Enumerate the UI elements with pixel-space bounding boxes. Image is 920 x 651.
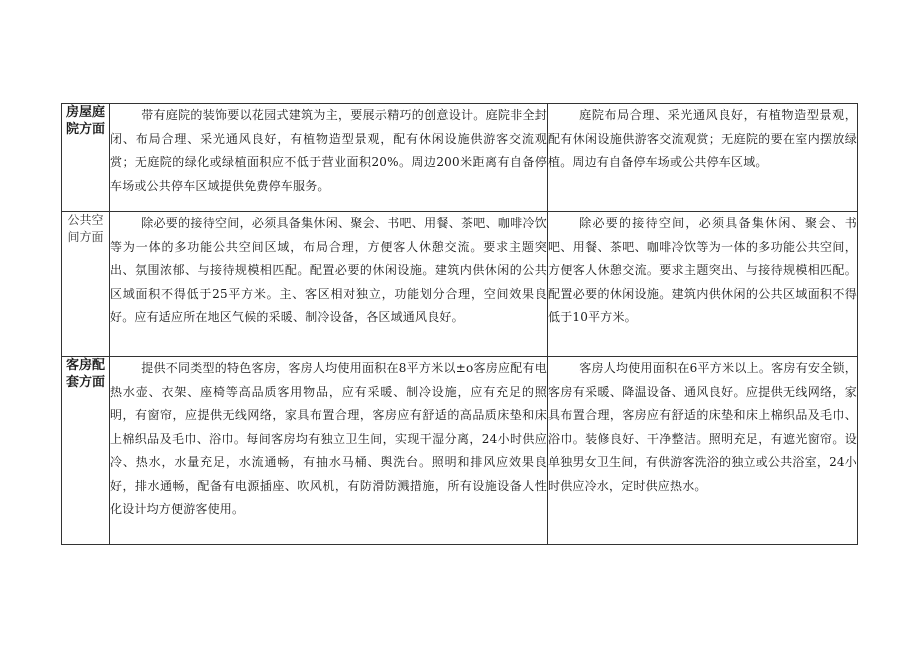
row-label-guest-room: 客房配套方面: [62, 357, 110, 545]
cell-text: 提供不同类型的特色客房，客房人均使用面积在8平方米以±o客房应配有电热水壶、衣架、座椅等高品质客用物品，应有采暖、制冷设施，应有充足的照明，有窗帘，应提供无线网络，家具布置合理，客房应有舒适的高品质床垫和床上棉织品及毛巾、浴巾。每间客房均有独立卫生间，实现干湿分离，24小时供应冷、热水，水量充足，水流通畅，有抽水马桶、舆洗台。照明和排风应效果良好，排水通畅，配备有电源插座、吹风机，有防滑防溅措施，所有设施设备人性化设计均方便游客使用。: [110, 361, 547, 516]
cell-text: 客房人均使用面积在6平方米以上。客房有安全锁，客房有采暖、降温设备、通风良好。应提供无线网络，家具布置合理，客房应有舒适的床垫和床上棉织品及毛巾、浴巾。装修良好、干净整洁。照明充足，有遮光窗帘。设单独男女卫生间，有供游客洗浴的独立或公共浴室，24小时供应冷水，定时供应热水。: [548, 361, 857, 493]
standards-table: [61, 103, 858, 545]
courtyard-standard-b: [548, 104, 858, 212]
guest-room-standard-b: [548, 357, 858, 545]
public-space-standard-a: [110, 212, 548, 357]
guest-room-standard-a: [110, 357, 548, 545]
cell-text: 除必要的接待空间，必须具备集休闲、聚会、书吧、用餐、茶吧、咖啡冷饮等为一体的多功能公共空间，方便客人休憩交流。要求主题突出、与接待规模相匹配。配置必要的休闲设施。建筑内供休闲的公共区域面积不得低于10平方米。: [548, 216, 857, 324]
table-row: [62, 104, 858, 212]
row-label-courtyard: 房屋庭院方面: [62, 104, 110, 212]
cell-text: 庭院布局合理、采光通风良好，有植物造型景观，配有休闲设施供游客交流观赏；无庭院的要在室内摆放绿植。周边有自备停车场或公共停车区域。: [548, 108, 857, 169]
public-space-standard-b: [548, 212, 858, 357]
courtyard-standard-a: [110, 104, 548, 212]
cell-text: 带有庭院的装饰要以花园式建筑为主，要展示精巧的创意设计。庭院非全封闭、布局合理、采光通风良好，有植物造型景观，配有休闲设施供游客交流观赏；无庭院的绿化或绿植面积应不低于营业面积20%。周边200米距离有自备停车场或公共停车区域提供免费停车服务。: [110, 108, 547, 193]
table-row: [62, 212, 858, 357]
row-label-public-space: 公共空间方面: [62, 212, 110, 357]
table-row: [62, 357, 858, 545]
cell-text: 除必要的接待空间，必须具备集休闲、聚会、书吧、用餐、茶吧、咖啡冷饮等为一体的多功能公共空间区域，布局合理，方便客人休憩交流。要求主题突出、氛围浓郁、与接待规模相匹配。配置必要的休闲设施。建筑内供休闲的公共区域面积不得低于25平方米。主、客区相对独立，功能划分合理，空间效果良好。应有适应所在地区气候的采暖、制冷设备，各区域通风良好。: [110, 216, 547, 324]
